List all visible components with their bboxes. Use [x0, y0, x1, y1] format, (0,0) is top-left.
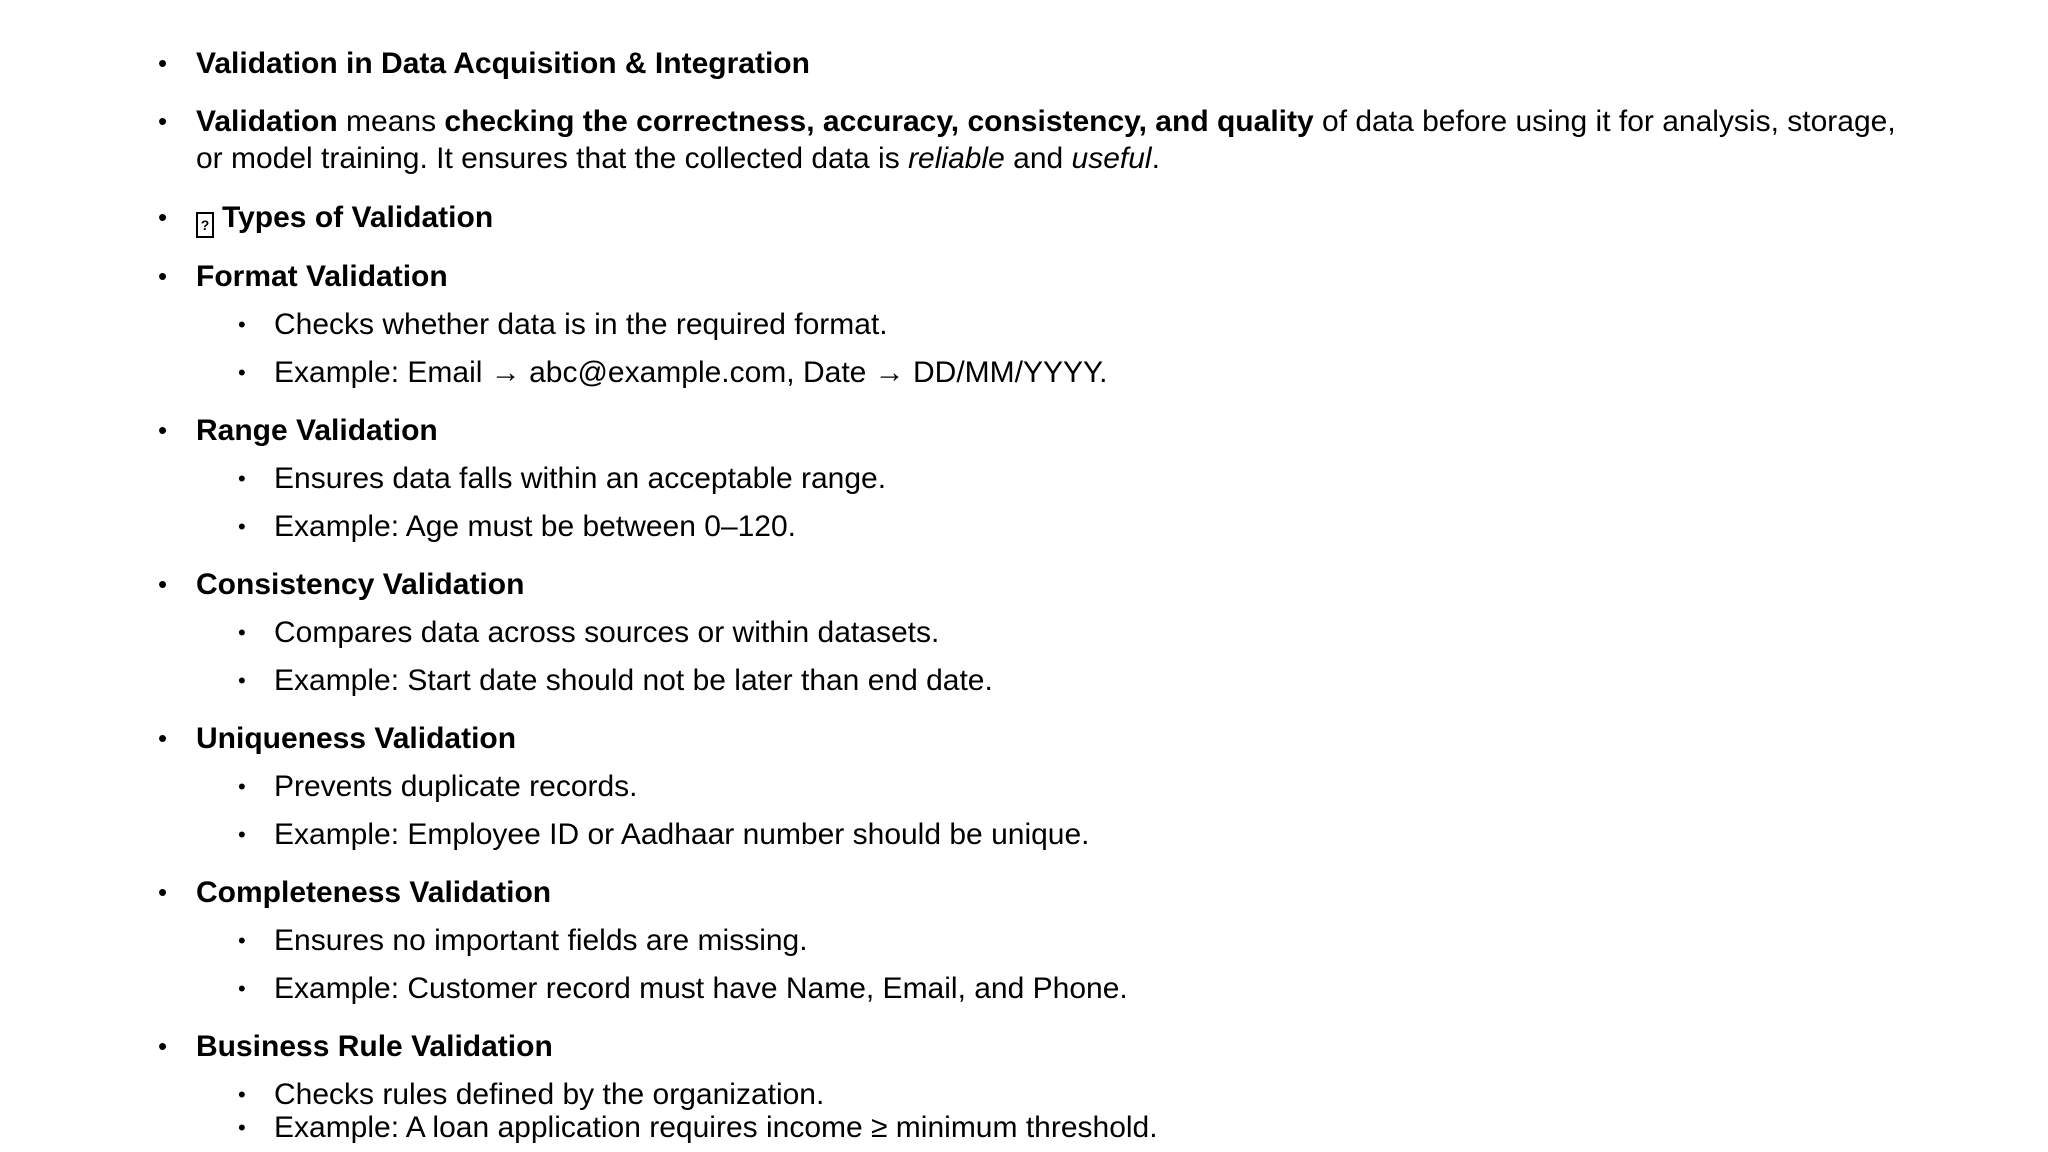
- definition-term: Validation: [196, 105, 338, 138]
- type-point: [238, 306, 1924, 343]
- type-point: [238, 1076, 1924, 1113]
- bullet-icon: •: [238, 928, 246, 953]
- type-heading: [158, 412, 1926, 449]
- definition-useful: useful: [1071, 142, 1152, 175]
- bullet-icon: •: [158, 202, 168, 232]
- type-heading: [158, 874, 1926, 911]
- type-point-text: Checks rules defined by the organization.: [274, 1078, 825, 1111]
- bullet-icon: •: [238, 620, 246, 645]
- bullet-icon: •: [158, 48, 168, 78]
- types-heading: Types of Validation: [222, 201, 494, 234]
- type-point: [238, 816, 1924, 853]
- bullet-icon: •: [158, 261, 168, 291]
- type-point-text: Example: Age must be between 0–120.: [274, 510, 797, 543]
- definition-period: .: [1151, 142, 1160, 175]
- type-name: Business Rule Validation: [196, 1030, 553, 1063]
- bullet-icon: •: [158, 877, 168, 907]
- bullet-icon: •: [238, 822, 246, 847]
- definition-item: [158, 103, 1926, 177]
- type-point: [238, 1109, 1924, 1146]
- types-heading-item: [158, 199, 1926, 238]
- definition-means: means: [337, 105, 445, 138]
- bullet-icon: •: [158, 106, 168, 136]
- type-heading: [158, 566, 1926, 603]
- type-point: [238, 970, 1924, 1007]
- type-point: [238, 354, 1924, 391]
- bullet-icon: •: [238, 514, 246, 539]
- type-point-text: Example: A loan application requires income ≥ minimum threshold.: [274, 1111, 1158, 1144]
- type-name: Uniqueness Validation: [196, 722, 517, 755]
- type-point: [238, 662, 1924, 699]
- type-point: [238, 460, 1924, 497]
- type-name: Range Validation: [196, 414, 438, 447]
- missing-glyph-icon: ?: [196, 212, 214, 238]
- definition-qualities: checking the correctness, accuracy, consistency, and quality: [444, 105, 1314, 138]
- definition-reliable: reliable: [908, 142, 1005, 175]
- bullet-icon: •: [158, 569, 168, 599]
- bullet-icon: •: [158, 1031, 168, 1061]
- bullet-icon: •: [158, 723, 168, 753]
- type-point-text: Example: Employee ID or Aadhaar number should be unique.: [274, 818, 1090, 851]
- type-heading: [158, 258, 1926, 295]
- type-point-text: Example: Start date should not be later than end date.: [274, 664, 993, 697]
- type-point: [238, 922, 1924, 959]
- bullet-icon: •: [238, 466, 246, 491]
- bullet-icon: •: [238, 774, 246, 799]
- type-point: [238, 614, 1924, 651]
- type-point: [238, 508, 1924, 545]
- type-point-text: Ensures no important fields are missing.: [274, 924, 808, 957]
- bullet-icon: •: [238, 1082, 246, 1107]
- type-point: [238, 768, 1924, 805]
- type-point-text: Ensures data falls within an acceptable range.: [274, 462, 887, 495]
- type-name: Completeness Validation: [196, 876, 552, 909]
- definition-and: and: [1004, 142, 1072, 175]
- bullet-icon: •: [238, 312, 246, 337]
- bullet-icon: •: [238, 668, 246, 693]
- type-point-text: Checks whether data is in the required format.: [274, 308, 888, 341]
- type-heading: [158, 720, 1926, 757]
- type-name: Format Validation: [196, 260, 448, 293]
- bullet-icon: •: [238, 360, 246, 385]
- slide-title: Validation in Data Acquisition & Integration: [196, 47, 810, 80]
- definition-rest: of data before using it for analysis, storage, or model training. It ensures that the collected data is: [196, 105, 1896, 175]
- type-point-text: Example: Customer record must have Name, Email, and Phone.: [274, 972, 1128, 1005]
- type-point-text: Prevents duplicate records.: [274, 770, 638, 803]
- type-heading: [158, 1028, 1926, 1065]
- type-point-text: Compares data across sources or within datasets.: [274, 616, 940, 649]
- type-name: Consistency Validation: [196, 568, 525, 601]
- type-point-text: Example: Email → abc@example.com, Date → DD/MM/YYYY.: [274, 356, 1108, 389]
- title-item: [158, 45, 1926, 82]
- bullet-icon: •: [238, 1115, 246, 1140]
- bullet-icon: •: [238, 976, 246, 1001]
- bullet-icon: •: [158, 415, 168, 445]
